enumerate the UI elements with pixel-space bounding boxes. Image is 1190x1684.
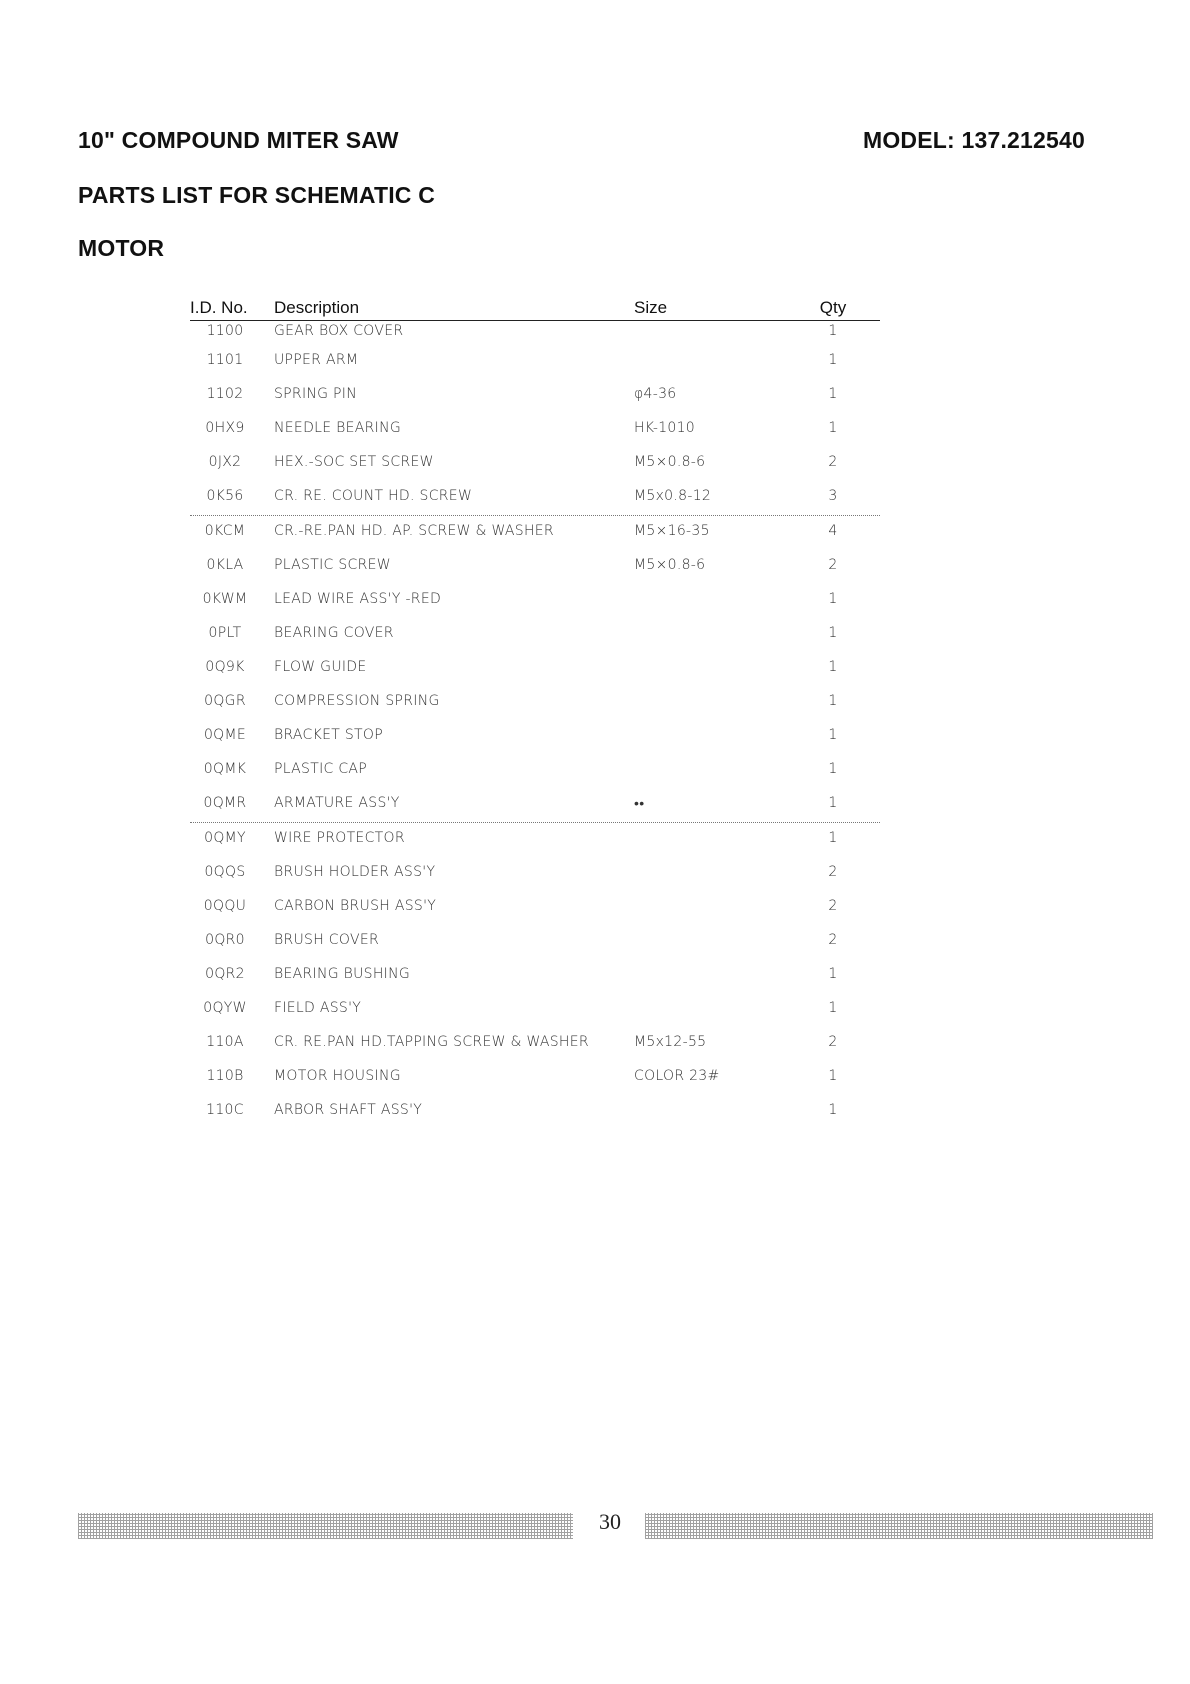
column-header-id: I.D. No. [190,298,248,317]
table-row [190,447,880,481]
part-id: 0QMR [203,795,247,811]
footer-pattern-left [78,1513,573,1539]
part-id: 0QGR [204,693,246,709]
part-description: BRACKET STOP [274,727,383,743]
part-qty: 1 [828,659,838,675]
part-description: COMPRESSION SPRING [274,693,440,709]
table-row [190,686,880,720]
part-description: LEAD WIRE ASS'Y -RED [274,591,442,607]
table-row [190,823,880,857]
part-size: M5×0.8-6 [634,454,706,470]
part-id: 0KCM [204,523,246,539]
table-row [190,1095,880,1129]
part-size: M5×16-35 [634,523,710,539]
table-row [190,720,880,754]
part-size: φ4-36 [634,386,677,402]
part-size: M5×0.8-6 [634,557,706,573]
part-qty: 2 [828,454,838,470]
part-size: COLOR 23# [634,1068,720,1084]
section-heading: MOTOR [78,235,165,261]
part-description: GEAR BOX COVER [274,323,404,339]
column-header-description: Description [274,298,360,317]
part-description: WIRE PROTECTOR [274,830,405,846]
part-description: CR. RE.PAN HD.TAPPING SCREW & WASHER [274,1034,589,1050]
table-row [190,1027,880,1061]
part-id: 0QQS [204,864,246,880]
part-id: 0QME [203,727,247,743]
table-row [190,857,880,891]
part-id: 1101 [206,352,244,368]
model-number: MODEL: 137.212540 [862,127,1085,153]
table-row [190,925,880,959]
part-description: CR. RE. COUNT HD. SCREW [274,488,473,504]
part-qty: 1 [828,352,838,368]
part-description: ARBOR SHAFT ASS'Y [274,1102,423,1118]
part-id: 0QQU [203,898,247,914]
part-description: UPPER ARM [274,352,359,368]
part-id: 0Q9K [205,659,245,675]
part-qty: 1 [828,830,838,846]
part-qty: 1 [828,386,838,402]
part-size: HK-1010 [634,420,696,436]
part-description: ARMATURE ASS'Y [274,795,400,811]
table-row [190,584,880,618]
part-id: 0QYW [203,1000,247,1016]
part-qty: 2 [828,864,838,880]
table-row [190,413,880,447]
table-row [190,1061,880,1095]
part-qty: 1 [828,323,838,339]
part-description: NEEDLE BEARING [274,420,402,436]
part-description: HEX.-SOC SET SCREW [274,454,434,470]
part-description: CARBON BRUSH ASS'Y [274,898,437,914]
part-id: 0QR0 [205,932,245,948]
part-id: 0QMK [203,761,247,777]
table-row [190,618,880,652]
table-body [190,321,880,1129]
part-qty: 1 [828,727,838,743]
part-qty: 1 [828,693,838,709]
table-row [190,891,880,925]
part-qty: 1 [828,795,838,811]
table-row [190,321,880,345]
table-row [190,516,880,550]
table-row [190,652,880,686]
part-id: 0KLA [206,557,244,573]
part-id: 0QMY [204,830,246,846]
part-id: 0KWM [202,591,248,607]
part-qty: 2 [828,1034,838,1050]
part-id: 0QR2 [205,966,245,982]
table-row [190,379,880,413]
part-id: 1100 [206,323,244,339]
part-qty: 1 [828,966,838,982]
part-id: 110C [206,1102,244,1118]
part-description: MOTOR HOUSING [274,1068,401,1084]
part-description: SPRING PIN [274,386,358,402]
part-qty: 1 [828,1068,838,1084]
part-id: 110B [206,1068,244,1084]
parts-table [190,298,880,1129]
part-description: PLASTIC SCREW [274,557,391,573]
part-description: BRUSH HOLDER ASS'Y [274,864,436,880]
part-qty: 1 [828,761,838,777]
part-id: 110A [206,1034,244,1050]
table-row [190,993,880,1027]
part-id: 0K56 [206,488,244,504]
parts-list-subtitle: PARTS LIST FOR SCHEMATIC C [78,182,436,208]
table-row [190,550,880,584]
part-qty: 2 [828,898,838,914]
part-id: 1102 [206,386,244,402]
table-row [190,481,880,516]
part-size: M5x12-55 [634,1034,707,1050]
part-size: •• [634,796,645,812]
part-description: BEARING BUSHING [274,966,410,982]
part-id: 0JX2 [208,454,242,470]
document-title: 10" COMPOUND MITER SAW [78,127,399,153]
part-qty: 1 [828,625,838,641]
column-header-size: Size [634,298,668,317]
part-qty: 2 [828,557,838,573]
page-number: 30 [599,1509,621,1534]
part-description: BRUSH COVER [274,932,380,948]
part-description: CR.-RE.PAN HD. AP. SCREW & WASHER [274,523,554,539]
footer-pattern-right [645,1513,1153,1539]
part-qty: 1 [828,1102,838,1118]
table-row [190,345,880,379]
part-qty: 1 [828,591,838,607]
part-description: BEARING COVER [274,625,394,641]
table-row [190,788,880,823]
part-description: PLASTIC CAP [274,761,368,777]
table-row [190,959,880,993]
table-row [190,754,880,788]
table-header [190,298,880,321]
part-qty: 3 [828,488,838,504]
part-qty: 1 [828,420,838,436]
column-header-qty: Qty [819,298,847,317]
part-qty: 2 [828,932,838,948]
part-description: FLOW GUIDE [274,659,367,675]
part-description: FIELD ASS'Y [274,1000,362,1016]
part-id: 0PLT [208,625,242,641]
part-qty: 1 [828,1000,838,1016]
part-qty: 4 [828,523,838,539]
part-size: M5x0.8-12 [634,488,712,504]
part-id: 0HX9 [205,420,245,436]
